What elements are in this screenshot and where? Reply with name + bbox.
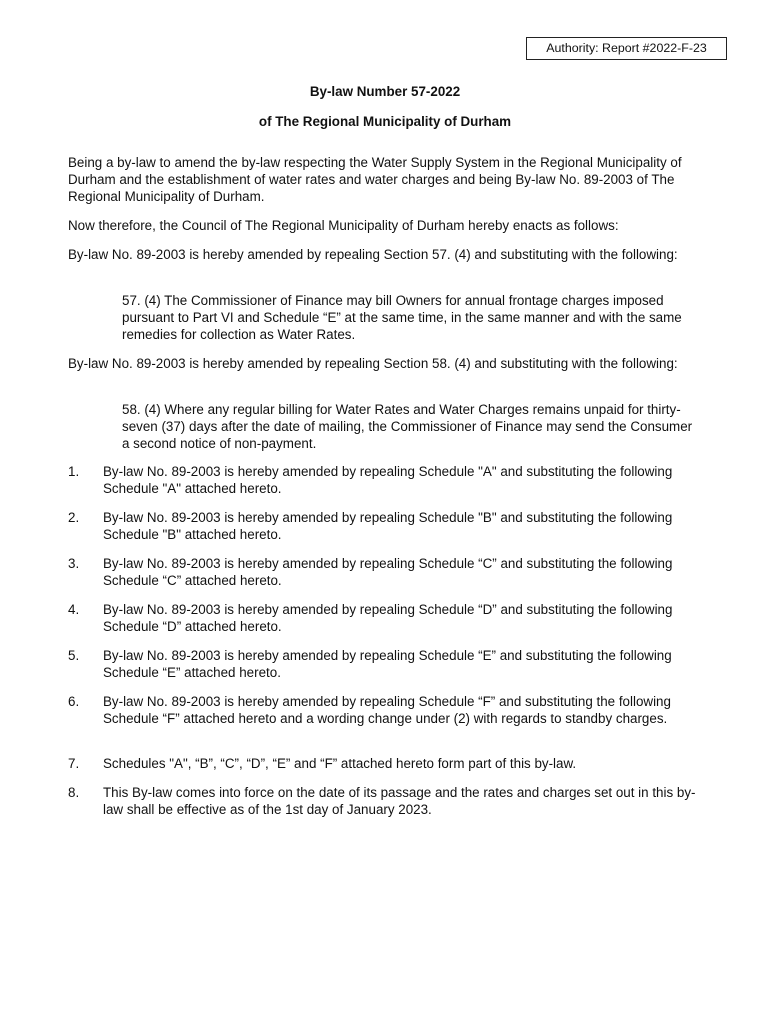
list-text: By-law No. 89-2003 is hereby amended by repealing Schedule “E” and substituting the following Schedule “E” attached hereto. (103, 648, 672, 680)
list-text: By-law No. 89-2003 is hereby amended by repealing Schedule “D” and substituting the following Schedule “D” attached hereto. (103, 602, 673, 634)
intro-paragraph: Being a by-law to amend the by-law respecting the Water Supply System in the Regional Municipality of Durham and the establishment of water rates and water charges and being By-law No. 89-2003 of The Regional Municipality of Durham. (68, 155, 682, 204)
list-number: 7. (68, 756, 80, 771)
enacts-paragraph: Now therefore, the Council of The Regional Municipality of Durham hereby enacts as follows: (68, 218, 619, 233)
section-57-text: 57. (4) The Commissioner of Finance may bill Owners for annual frontage charges imposed pursuant to Part VI and Schedule “E” at the same time, in the same manner and with the same remedies for collection as Water Rates. (122, 293, 682, 342)
list-text: By-law No. 89-2003 is hereby amended by repealing Schedule "A" and substituting the following Schedule "A" attached hereto. (103, 464, 673, 496)
list-text: This By-law comes into force on the date of its passage and the rates and charges set out in this by-law shall be effective as of the 1st day of January 2023. (103, 785, 696, 817)
amend-58-intro: By-law No. 89-2003 is hereby amended by repealing Section 58. (4) and substituting with the following: (68, 356, 678, 371)
section-58-text: 58. (4) Where any regular billing for Water Rates and Water Charges remains unpaid for thirty-seven (37) days after the date of mailing, the Commissioner of Finance may send the Consumer a second notice of non-payment. (122, 402, 693, 451)
bylaw-number-title: By-law Number 57-2022 (309, 84, 461, 99)
authority-box: Authority: Report #2022-F-23 (526, 37, 727, 60)
list-number: 8. (68, 785, 80, 800)
list-number: 1. (68, 464, 80, 479)
list-text: By-law No. 89-2003 is hereby amended by repealing Schedule “F” and substituting the following Schedule “F” attached hereto and a wording change under (2) with regards to standby charges. (103, 694, 671, 726)
list-text: Schedules "A", “B”, “C”, “D”, “E” and “F” attached hereto form part of this by-law. (103, 756, 577, 771)
amend-57-intro: By-law No. 89-2003 is hereby amended by repealing Section 57. (4) and substituting with the following: (68, 247, 678, 262)
list-number: 2. (68, 510, 80, 525)
list-number: 4. (68, 602, 80, 617)
list-text: By-law No. 89-2003 is hereby amended by repealing Schedule “C” and substituting the following Schedule “C” attached hereto. (103, 556, 673, 588)
list-number: 5. (68, 648, 80, 663)
list-text: By-law No. 89-2003 is hereby amended by repealing Schedule "B" and substituting the following Schedule "B" attached hereto. (103, 510, 673, 542)
list-number: 3. (68, 556, 80, 571)
bylaw-municipality-title: of The Regional Municipality of Durham (258, 114, 512, 129)
list-number: 6. (68, 694, 80, 709)
